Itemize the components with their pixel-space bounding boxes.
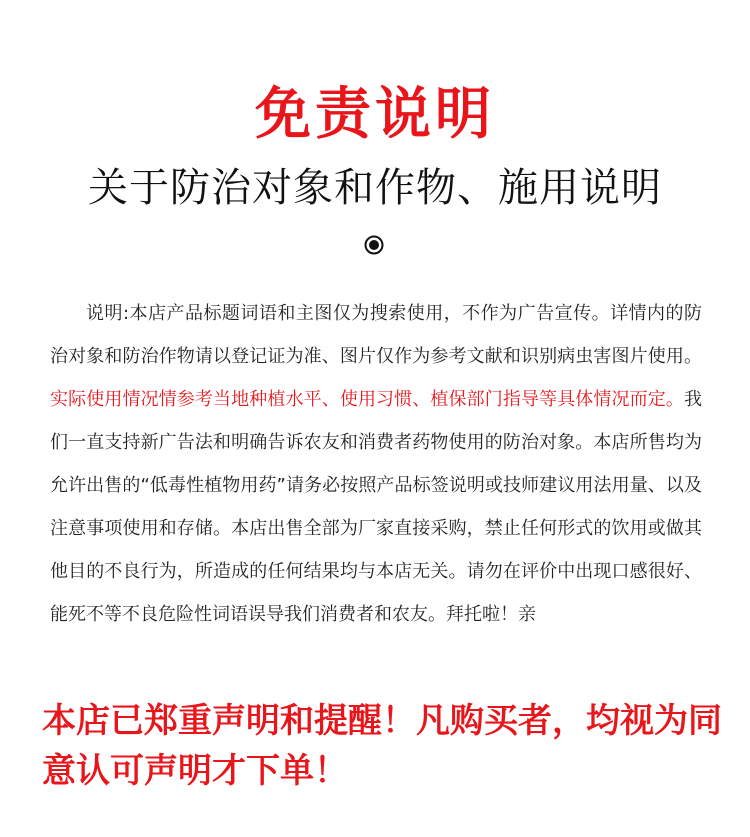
disclaimer-details: 我们一直支持新广告法和明确告诉农友和消费者药物使用的防治对象。本店所售均为允许出售的“低毒性植物用药”请务必按照产品标签说明或技师建议用法用量、以及注意事项使用和存储。本店出售全部为厂家直接采购，禁止任何形式的饮用或做其他目的不良行为，所造成的任何结果均与本店无关。请勿在评价中出现口感很好、能死不等不良危险性词语误导我们消费者和农友。拜托啦！亲 xyxy=(50,389,702,625)
disclaimer-highlight: 实际使用情况情参考当地种植水平、使用习惯、植保部门指导等具体情况而定。 xyxy=(50,389,684,410)
warning-notice: 本店已郑重声明和提醒！凡购买者，均视为同意认可声明才下单！ xyxy=(42,701,722,791)
page-title: 免责说明 xyxy=(255,82,495,147)
page-subtitle: 关于防治对象和作物、施用说明 xyxy=(88,165,662,211)
target-dot-icon xyxy=(363,234,385,256)
disclaimer-body xyxy=(50,292,702,636)
disclaimer-intro: 说明:本店产品标题词语和主图仅为搜索使用，不作为广告宣传。详情内的防治对象和防治作物请以登记证为准、图片仅作为参考文献和识别病虫害图片使用。 xyxy=(50,303,702,367)
